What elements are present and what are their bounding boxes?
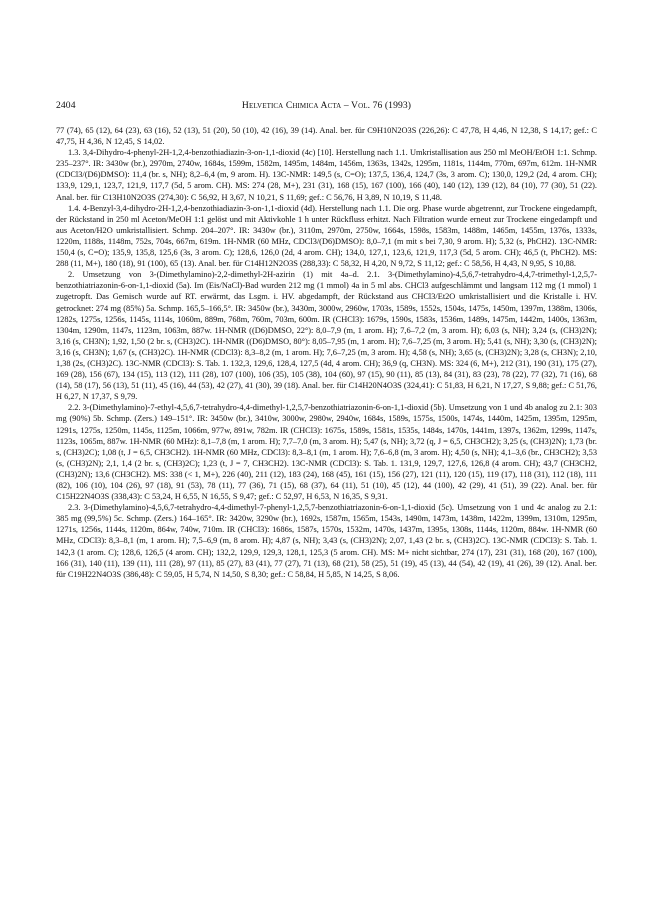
paragraph-compound-4c: 1.3. 3,4-Dihydro-4-phenyl-2H-1,2,4-benzothiadiazin-3-on-1,1-dioxid (4c) [10]. Herstellung nach 1.1. Umkristallisation aus 250 ml MeOH/EtOH 1:1. Schmp. 235–237°. IR: 3430w (br.), 2970m, 2740w, 1684s, 1599m, 1582m, 1495m, 1484m, 1456m, 1363s, 1342s, 1295m, 1181s, 1144m, 770m, 697m, 612m. 1H-NMR (CDCl3/(D6)DMSO): 11,4 (br. s, NH); 8,2–6,4 (m, 9 arom. H). 13C-NMR: 149,5 (s, C=O); 137,5, 136,4, 124,7 (3s, 3 arom. C); 130,0, 129,2 (2d, 4 arom. CH); 133,9, 129,1, 123,7, 121,9, 117,7 (5d, 5 arom. CH). MS: 274 (28, M+), 231 (31), 168 (15), 167 (100), 166 (40), 140 (12), 139 (12), 84 (10), 77 (30), 51 (22). Anal. ber. für C13H10N2O3S (274,30): C 56,92, H 3,67, N 10,21, S 11,69; gef.: C 56,76, H 3,89, N 10,19, S 11,48.	[56, 148, 597, 202]
paragraph-1: 77 (74), 65 (12), 64 (23), 63 (16), 52 (13), 51 (20), 50 (10), 42 (16), 39 (14). Anal. ber. für C9H10N2O3S (226,26): C 47,78, H 4,46, N 12,38, S 14,17; gef.: C 47,75, H 4,36, N 12,45, S 14,02.	[56, 126, 597, 147]
page-number: 2404	[56, 100, 76, 111]
journal-running-title: Helvetica Chimica Acta – Vol. 76 (1993)	[241, 100, 412, 111]
paragraph-compound-4d: 1.4. 4-Benzyl-3,4-dihydro-2H-1,2,4-benzothiadiazin-3-on-1,1-dioxid (4d). Herstellung nach 1.1. Die org. Phase wurde abgetrennt, zur Trockene eingedampft, der Rückstand in 250 ml Aceton/MeOH 1:1 gelöst und mit Aktivkohle 1 h unter Rückfluss erhitzt. Nach Filtration wurde erneut zur Trockene eingedampft und aus Aceton/H2O umkristallisiert. Schmp. 204–207°. IR: 3430w (br.), 3110m, 2970m, 2750w, 1664s, 1598s, 1583m, 1488m, 1465m, 1455m, 1376s, 1333s, 1220m, 1188s, 1148m, 752s, 704s, 667m, 619m. 1H-NMR (60 MHz, CDCl3/(D6)DMSO): 8,0–7,1 (m mit s bei 7,30, 9 arom. H); 5,32 (s, PhCH2). 13C-NMR: 150,4 (s, C=O); 135,9, 135,8, 125,6 (3s, 3 arom. C); 128,6, 126,0 (2d, 4 arom. CH); 134,0, 127,1, 123,6, 121,9, 117,3 (5d, 5 arom. CH); 46,5 (t, PhCH2). MS: 288 (11, M+), 180 (18), 91 (100), 65 (13). Anal. ber. für C14H12N2O3S (288,33): C 58,32, H 4,20, N 9,72, S 11,12; gef.: C 58,56, H 4,43, N 9,95, S 10,88.	[56, 203, 597, 269]
paragraph-section-2-compound-5a: 2. Umsetzung von 3-(Dimethylamino)-2,2-dimethyl-2H-azirin (1) mit 4a–d. 2.1. 3-(Dimethylamino)-4,5,6,7-tetrahydro-4,4,7-trimethyl-1,2,5,7-benzothiatriazonin-6-on-1,1-dioxid (5a). Im (Eis/NaCl)-Bad wurden 212 mg (1 mmol) 4a in 5 ml abs. CHCl3 aufgeschlämmt und langsam 112 mg (1 mmol) 1 zugetropft. Das Gemisch wurde auf RT. erwärmt, das Lsgm. i. HV. abgedampft, der Rückstand aus CHCl3/Et2O umkristallisiert und die Kristalle i. HV. getrocknet: 274 mg (85%) 5a. Schmp. 165,5–166,5°. IR: 3450w (br.), 3430m, 3000w, 2960w, 1703s, 1589s, 1552s, 1504s, 1475s, 1450m, 1397m, 1388m, 1306s, 1282s, 1275s, 1256s, 1145s, 1114s, 1060m, 889m, 768m, 760m, 703m, 600m. IR (CHCl3): 1679s, 1590s, 1583s, 1536m, 1489s, 1475m, 1442m, 1400s, 1363m, 1304m, 1290m, 1147s, 1123m, 1063m, 887w. 1H-NMR ((D6)DMSO, 22°): 8,0–7,9 (m, 1 arom. H); 7,6–7,2 (m, 3 arom. H); 6,03 (s, NH); 3,24 (s, (CH3)2N); 3,16 (s, CH3N); 1,92, 1,50 (2 br. s, (CH3)2C). 1H-NMR ((D6)DMSO, 80°): 8,05–7,95 (m, 1 arom. H); 7,6–7,25 (m, 3 arom. H); 5,41 (s, NH); 3,30 (s, (CH3)2N); 3,16 (s, CH3N); 1,67 (s, (CH3)2C). 1H-NMR (CDCl3): 8,3–8,2 (m, 1 arom. H); 7,6–7,25 (m, 3 arom. H); 4,58 (s, NH); 3,65 (s, (CH3)2N); 3,28 (s, CH3N); 2,10, 1,38 (2s, (CH3)2C). 13C-NMR (CDCl3): S. Tab. 1. 132,3, 129,6, 128,4, 127,5 (4d, 4 arom. CH); 36,9 (q, CH3N). MS: 324 (6, M+), 212 (31), 190 (31), 175 (27), 169 (28), 156 (67), 134 (15), 113 (12), 111 (28), 107 (100), 106 (35), 105 (38), 104 (60), 97 (15), 90 (11), 85 (13), 84 (31), 83 (23), 78 (22), 77 (32), 71 (16), 68 (14), 58 (17), 56 (13), 51 (11), 45 (16), 44 (53), 42 (27), 41 (30), 39 (18). Anal. ber. für C14H20N4O3S (324,41): C 51,83, H 6,21, N 17,27, S 9,88; gef.: C 51,76, H 6,27, N 17,37, S 9,79.	[56, 270, 598, 402]
paragraph-compound-5b: 2.2. 3-(Dimethylamino)-7-ethyl-4,5,6,7-tetrahydro-4,4-dimethyl-1,2,5,7-benzothiatriazonin-6-on-1,1-dioxid (5b). Umsetzung von 1 und 4b analog zu 2.1: 303 mg (90%) 5b. Schmp. (Zers.) 149–151°. IR: 3450w (br.), 3410w, 3000w, 2980w, 2940w, 1684s, 1589s, 1575s, 1500s, 1474s, 1440m, 1425m, 1395m, 1295m, 1291s, 1275s, 1250m, 1145s, 1125m, 1066m, 977w, 891w, 782m. IR (CHCl3): 1675s, 1589s, 1581s, 1535s, 1484s, 1470s, 1441m, 1397s, 1362m, 1299s, 1147s, 1123s, 1065m, 887w. 1H-NMR (60 MHz): 8,1–7,8 (m, 1 arom. H); 7,7–7,0 (m, 3 arom. H); 5,47 (s, NH); 3,72 (q, J = 6,5, CH3CH2); 3,25 (s, (CH3)2N); 1,73 (br. s, (CH3)2C); 1,08 (t, J = 6,5, CH3CH2). 1H-NMR (60 MHz, CDCl3): 8,3–8,1 (m, 1 arom. H); 7,6–6,8 (m, 3 arom. H); 4,50 (s, NH); 4,1–3,6 (br., CH3CH2); 3,53 (s, (CH3)2N); 2,1, 1,4 (2 br. s, (CH3)2C); 1,23 (t, J = 7, CH3CH2). 13C-NMR (CDCl3): S. Tab. 1. 131,9, 129,7, 127,6, 126,8 (4 arom. CH); 43,7 (CH3CH2, (CH3)2N); 13,6 (CH3CH2). MS: 338 (< 1, M+), 226 (40), 211 (12), 183 (24), 168 (45), 161 (15), 156 (27), 121 (11), 120 (15), 119 (17), 118 (31), 112 (18), 111 (82), 106 (10), 104 (26), 97 (18), 91 (53), 78 (11), 77 (36), 71 (15), 68 (37), 64 (11), 51 (10), 45 (12), 44 (100), 42 (29), 41 (51), 39 (22). Anal. ber. für C15H22N4O3S (338,43): C 53,24, H 6,55, N 16,55, S 9,47; gef.: C 52,97, H 6,53, N 16,35, S 9,31.	[56, 403, 597, 502]
page-header	[56, 100, 597, 111]
paragraph-compound-5c: 2.3. 3-(Dimethylamino)-4,5,6,7-tetrahydro-4,4-dimethyl-7-phenyl-1,2,5,7-benzothiatriazonin-6-on-1,1-dioxid (5c). Umsetzung von 1 und 4c analog zu 2.1: 385 mg (99,5%) 5c. Schmp. (Zers.) 164–165°. IR: 3420w, 3290w (br.), 1692s, 1587m, 1565m, 1543s, 1490m, 1473m, 1438m, 1422m, 1399m, 1310m, 1295m, 1271s, 1256s, 1144s, 1120m, 864w, 740w, 710m. IR (CHCl3): 1686s, 1587s, 1570s, 1532m, 1470s, 1437m, 1395s, 1308s, 1144s, 1120m, 884w. 1H-NMR (60 MHz, CDCl3): 8,3–8,1 (m, 1 arom. H); 7,5–6,9 (m, 8 arom. H); 4,87 (s, NH); 3,43 (s, (CH3)2N); 2,07, 1,43 (2 br. s, (CH3)2C). 13C-NMR (CDCl3): S. Tab. 1. 142,3 (1 arom. C); 128,6, 126,5 (4 arom. CH); 132,2, 129,9, 129,3, 128,1, 125,3 (5 arom. CH). MS: M+ nicht sichtbar, 274 (17), 231 (31), 168 (20), 167 (100), 166 (31), 140 (11), 139 (11), 111 (28), 97 (11), 85 (27), 83 (41), 77 (27), 71 (13), 68 (21), 58 (25), 51 (19), 45 (13), 44 (54), 42 (19), 41 (26), 39 (12). Anal. ber. für C19H22N4O3S (386,48): C 59,05, H 5,74, N 14,50, S 8,30; gef.: C 58,84, H 5,85, N 14,25, S 8,06.	[56, 503, 597, 579]
